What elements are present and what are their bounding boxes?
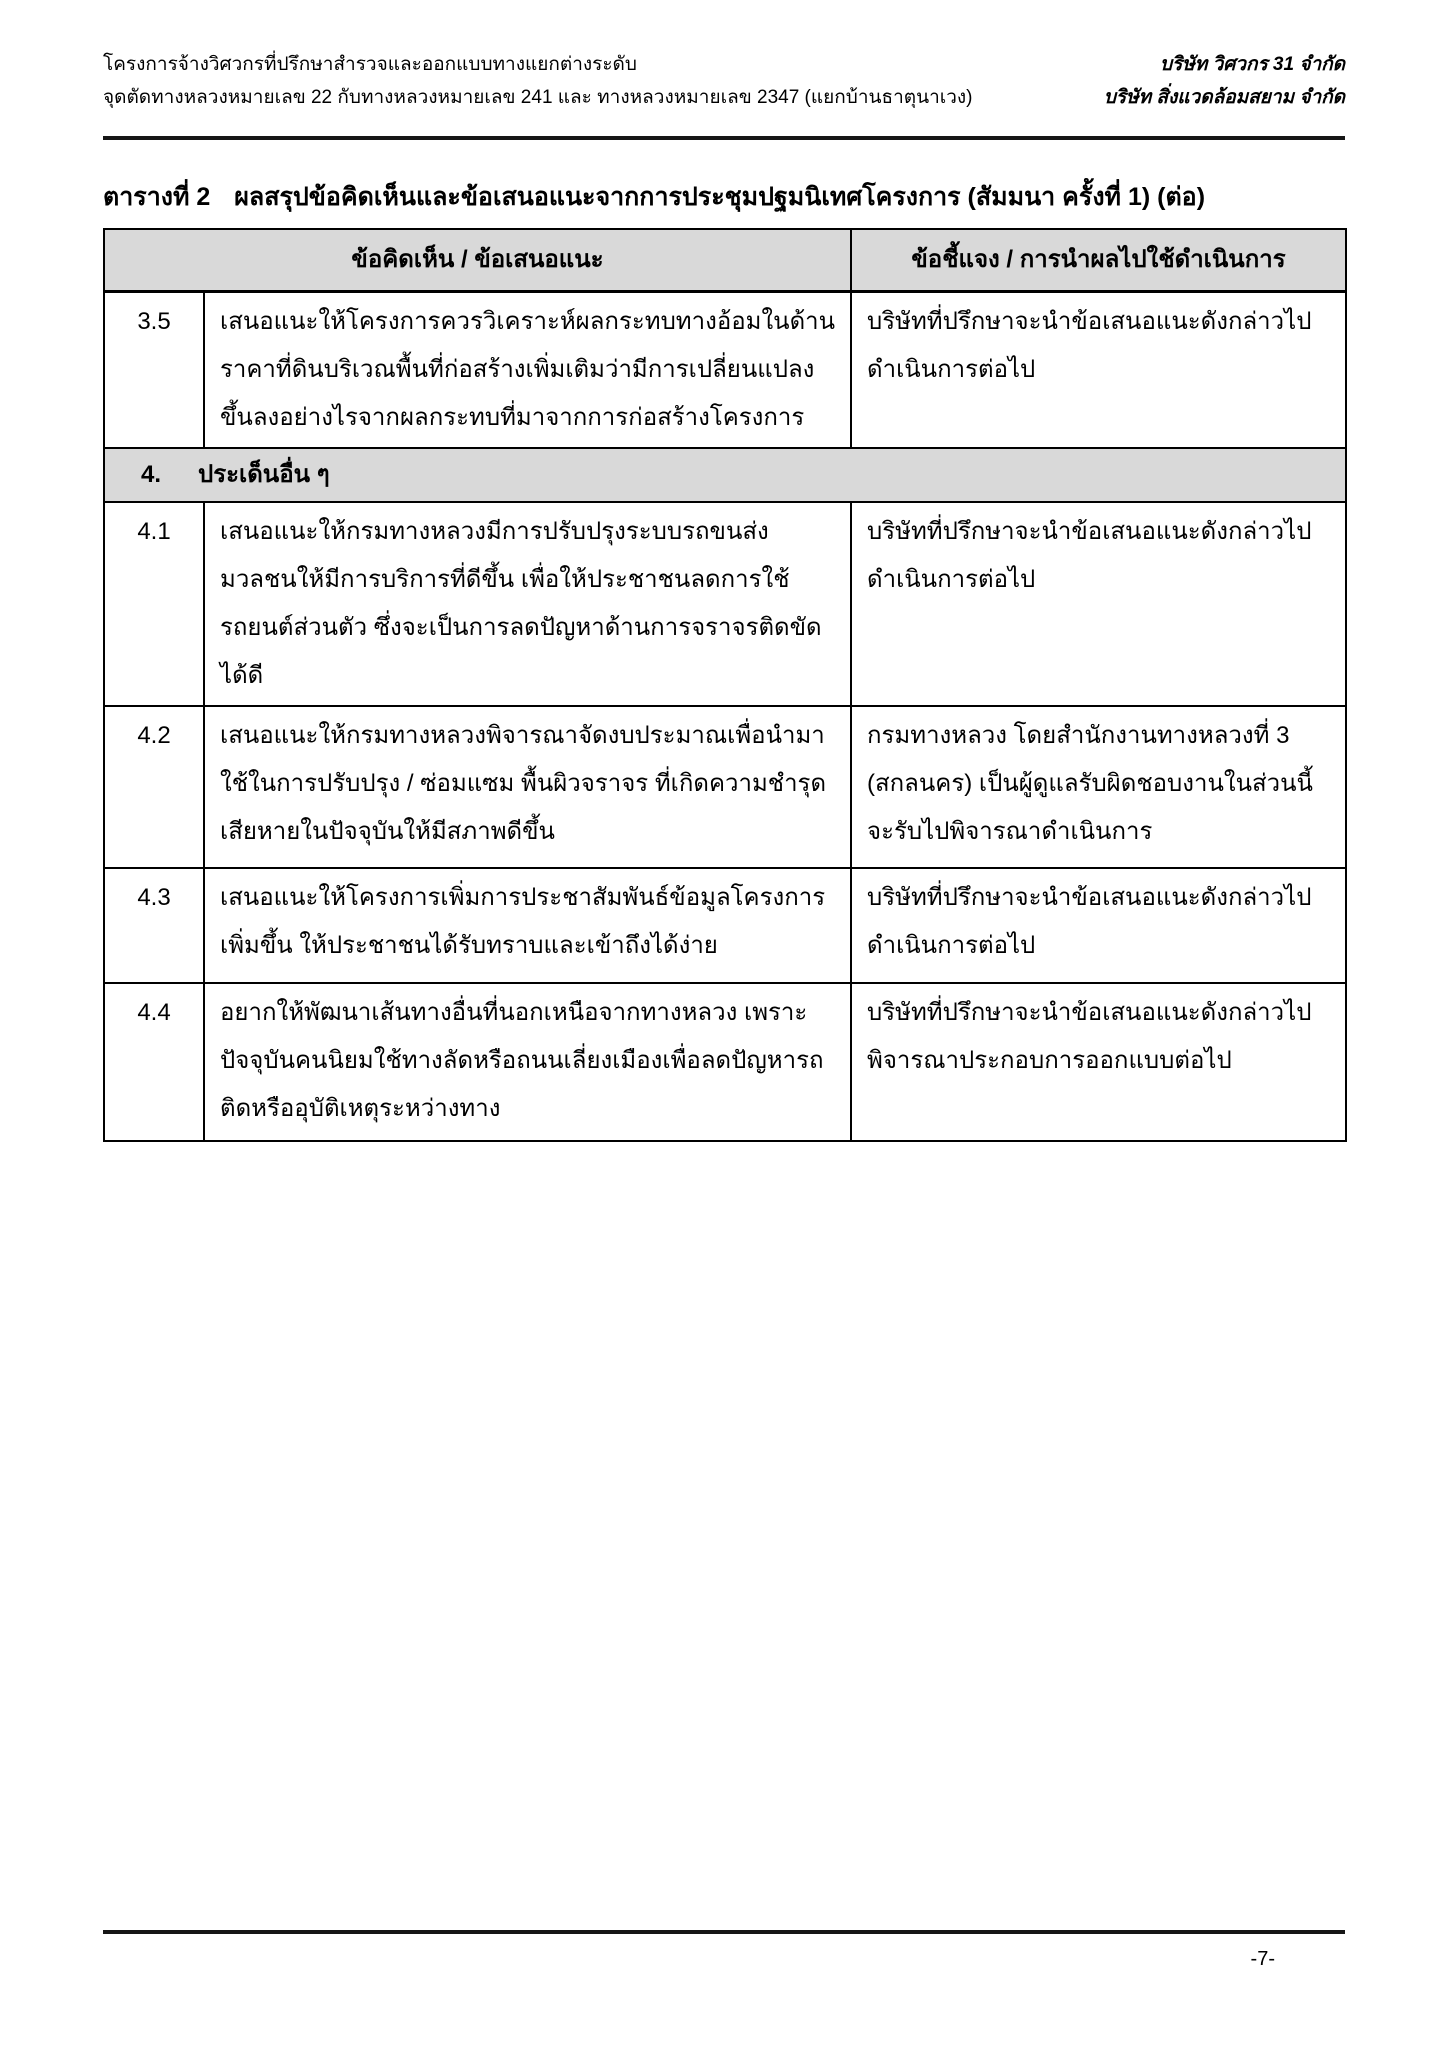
section-label: ประเด็นอื่น ๆ (198, 460, 330, 488)
section-cell (104, 448, 1346, 502)
row-number: 4.3 (104, 868, 204, 983)
page-header (103, 48, 1345, 114)
table-row (104, 291, 1346, 448)
table-row (104, 868, 1346, 983)
response-cell: กรมทางหลวง โดยสำนักงานทางหลวงที่ 3 (สกลนคร) เป็นผู้ดูแลรับผิดชอบงานในส่วนนี้จะรับไปพิจารณาดำเนินการ (851, 706, 1346, 868)
response-cell: บริษัทที่ปรึกษาจะนำข้อเสนอแนะดังกล่าวไปดำเนินการต่อไป (851, 502, 1346, 706)
header-rule (103, 136, 1345, 140)
table-title-text: ผลสรุปข้อคิดเห็นและข้อเสนอแนะจากการประชุมปฐมนิเทศโครงการ (สัมมนา ครั้งที่ 1) (ต่อ) (234, 183, 1206, 211)
row-number: 3.5 (104, 291, 204, 448)
company-header-block (1104, 48, 1345, 114)
company-name-line1: บริษัท วิศวกร 31 จำกัด (1159, 54, 1345, 75)
section-row (104, 448, 1346, 502)
comment-cell: อยากให้พัฒนาเส้นทางอื่นที่นอกเหนือจากทางหลวง เพราะปัจจุบันคนนิยมใช้ทางลัดหรือถนนเลี่ยงเมืองเพื่อลดปัญหารถติดหรืออุบัติเหตุระหว่างทาง (204, 983, 851, 1141)
response-cell: บริษัทที่ปรึกษาจะนำข้อเสนอแนะดังกล่าวไปดำเนินการต่อไป (851, 291, 1346, 448)
table-row (104, 706, 1346, 868)
row-number: 4.1 (104, 502, 204, 706)
table-title-label: ตารางที่ 2 (103, 183, 211, 211)
comments-table (103, 228, 1347, 1142)
project-header-block (103, 48, 973, 114)
column-header-response: ข้อชี้แจง / การนำผลไปใช้ดำเนินการ (851, 229, 1346, 291)
project-title-line1: โครงการจ้างวิศวกรที่ปรึกษาสำรวจและออกแบบทางแยกต่างระดับ (103, 54, 637, 75)
row-number: 4.2 (104, 706, 204, 868)
project-title-line2: จุดตัดทางหลวงหมายเลข 22 กับทางหลวงหมายเลข 241 และ ทางหลวงหมายเลข 2347 (แยกบ้านธาตุนาเวง) (103, 87, 973, 108)
row-number: 4.4 (104, 983, 204, 1141)
comment-cell: เสนอแนะให้กรมทางหลวงพิจารณาจัดงบประมาณเพื่อนำมาใช้ในการปรับปรุง / ซ่อมแซม พื้นผิวจราจร ที่เกิดความชำรุดเสียหายในปัจจุบันให้มีสภาพดีขึ้น (204, 706, 851, 868)
table-row (104, 983, 1346, 1141)
table-header-row (104, 229, 1346, 291)
response-cell: บริษัทที่ปรึกษาจะนำข้อเสนอแนะดังกล่าวไปพิจารณาประกอบการออกแบบต่อไป (851, 983, 1346, 1141)
footer-rule (103, 1930, 1345, 1934)
comment-cell: เสนอแนะให้โครงการควรวิเคราะห์ผลกระทบทางอ้อมในด้านราคาที่ดินบริเวณพื้นที่ก่อสร้างเพิ่มเติมว่ามีการเปลี่ยนแปลงขึ้นลงอย่างไรจากผลกระทบที่มาจากการก่อสร้างโครงการ (204, 291, 851, 448)
response-cell: บริษัทที่ปรึกษาจะนำข้อเสนอแนะดังกล่าวไปดำเนินการต่อไป (851, 868, 1346, 983)
table-row (104, 502, 1346, 706)
comment-cell: เสนอแนะให้โครงการเพิ่มการประชาสัมพันธ์ข้อมูลโครงการเพิ่มขึ้น ให้ประชาชนได้รับทราบและเข้าถึงได้ง่าย (204, 868, 851, 983)
section-number: 4. (141, 460, 162, 488)
page-number: -7- (1250, 1948, 1275, 1970)
column-header-comment: ข้อคิดเห็น / ข้อเสนอแนะ (104, 229, 851, 291)
comment-cell: เสนอแนะให้กรมทางหลวงมีการปรับปรุงระบบรถขนส่งมวลชนให้มีการบริการที่ดีขึ้น เพื่อให้ประชาชนลดการใช้รถยนต์ส่วนตัว ซึ่งจะเป็นการลดปัญหาด้านการจราจรติดขัดได้ดี (204, 502, 851, 706)
table-title (103, 180, 1345, 214)
company-name-line2: บริษัท สิ่งแวดล้อมสยาม จำกัด (1103, 87, 1345, 108)
